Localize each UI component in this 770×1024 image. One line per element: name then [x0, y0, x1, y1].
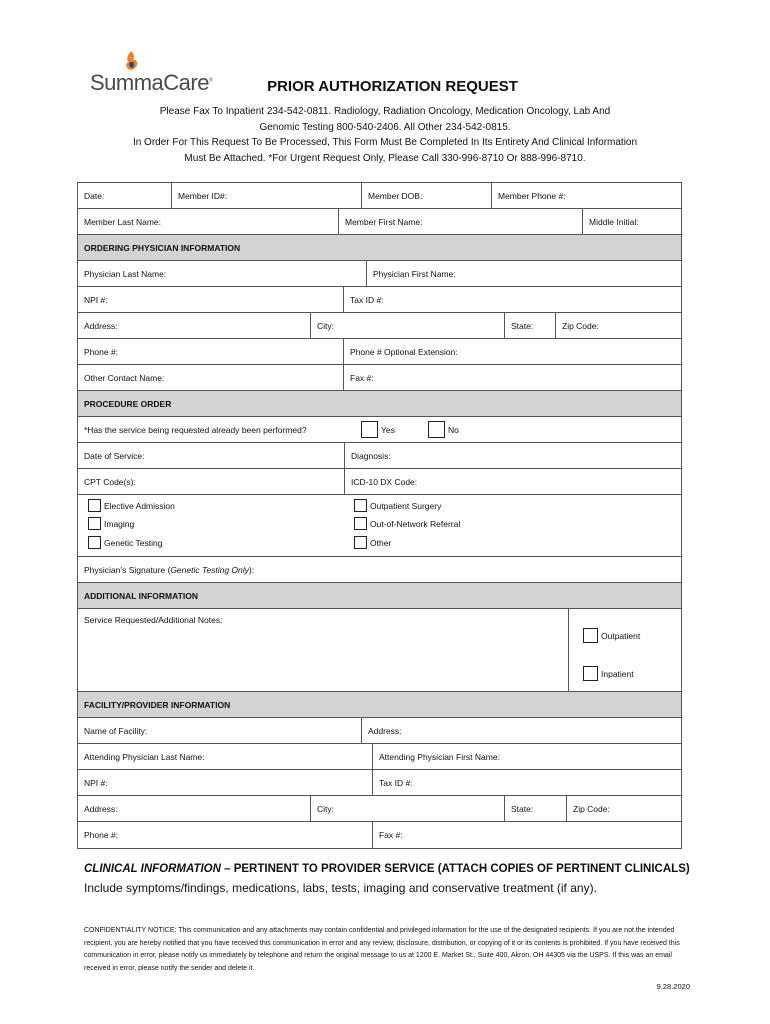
procedure-row-2 — [78, 469, 681, 495]
member-row-2 — [78, 209, 681, 235]
section-title: FACILITY/PROVIDER INFORMATION — [84, 699, 231, 710]
physician-signature-field[interactable] — [78, 557, 681, 582]
tax-id-field[interactable]: Tax ID #: — [343, 287, 681, 312]
outpatient-option[interactable] — [583, 628, 640, 643]
physician-first-name-field[interactable]: Physician First Name: — [366, 261, 681, 286]
elective-admission-checkbox[interactable] — [88, 499, 101, 512]
no-option[interactable] — [428, 421, 459, 438]
inpatient-label: Inpatient — [601, 668, 634, 679]
yes-checkbox[interactable] — [361, 421, 378, 438]
facility-npi-field[interactable]: NPI #: — [84, 777, 108, 788]
performed-question: *Has the service being requested already been performed? — [84, 424, 307, 435]
facility-row-5 — [78, 822, 681, 848]
fax-field[interactable]: Fax #: — [343, 365, 681, 390]
option-label: Elective Admission — [104, 500, 175, 511]
facility-tax-id-field[interactable]: Tax ID #: — [372, 770, 681, 795]
outpatient-surgery-checkbox[interactable] — [354, 499, 367, 512]
physician-last-name-field[interactable]: Physician Last Name: — [84, 268, 167, 279]
phone-field[interactable]: Phone #: — [84, 346, 119, 357]
performed-row — [78, 417, 681, 443]
section-title: ADDITIONAL INFORMATION — [84, 590, 198, 601]
other-contact-field[interactable]: Other Contact Name: — [84, 372, 165, 383]
elective-admission-option[interactable] — [88, 499, 175, 512]
option-label: Genetic Testing — [104, 537, 163, 548]
facility-street-address-field[interactable]: Address: — [84, 803, 118, 814]
facility-provider-header — [78, 692, 681, 718]
option-label: Outpatient Surgery — [370, 500, 442, 511]
facility-row-2 — [78, 744, 681, 770]
member-row-1 — [78, 183, 681, 209]
facility-name-field[interactable]: Name of Facility: — [84, 725, 148, 736]
phone-extension-field[interactable]: Phone # Optional Extension: — [343, 339, 681, 364]
ordering-row-1 — [78, 261, 681, 287]
clinical-heading-italic: CLINICAL INFORMATION — [84, 863, 221, 875]
outpatient-checkbox[interactable] — [583, 628, 598, 643]
cpt-code-field[interactable]: CPT Code(s): — [84, 476, 136, 487]
icd-10-field[interactable]: ICD-10 DX Code: — [344, 469, 681, 494]
signature-row — [78, 557, 681, 583]
outpatient-label: Outpatient — [601, 630, 641, 641]
other-checkbox[interactable] — [354, 536, 367, 549]
clinical-information-heading — [84, 863, 694, 875]
intro-line: Must Be Attached. *For Urgent Request Only, Please Call 330-996-8710 Or 888-996-8710. — [184, 152, 586, 164]
option-label: Imaging — [104, 518, 135, 529]
section-title: ORDERING PHYSICIAN INFORMATION — [84, 242, 241, 253]
facility-row-3 — [78, 770, 681, 796]
facility-address-field[interactable]: Address: — [361, 718, 681, 743]
imaging-option[interactable] — [88, 517, 134, 530]
imaging-checkbox[interactable] — [88, 517, 101, 530]
summacare-logo — [90, 50, 213, 98]
facility-phone-field[interactable]: Phone #: — [84, 830, 119, 840]
member-first-name-field[interactable]: Member First Name: — [338, 209, 582, 234]
city-field[interactable]: City: — [310, 313, 504, 338]
form-version: 9.28.2020 — [656, 982, 690, 991]
ordering-row-2 — [78, 287, 681, 313]
member-phone-field[interactable]: Member Phone #: — [491, 183, 681, 208]
no-checkbox[interactable] — [428, 421, 445, 438]
signature-label-end: ): — [248, 564, 255, 575]
npi-field[interactable]: NPI #: — [84, 294, 108, 305]
logo-text: SummaCare® — [90, 70, 213, 95]
attending-last-name-field[interactable]: Attending Physician Last Name: — [84, 751, 205, 762]
ordering-row-5 — [78, 365, 681, 391]
ordering-row-4 — [78, 339, 681, 365]
option-label: Out-of-Network Referral — [370, 518, 461, 529]
member-last-name-field[interactable]: Member Last Name: — [84, 216, 161, 227]
section-title: PROCEDURE ORDER — [84, 398, 172, 409]
facility-state-field[interactable]: State: — [504, 796, 566, 821]
ordering-row-3 — [78, 313, 681, 339]
signature-label: Physician’s Signature ( — [84, 564, 171, 575]
yes-option[interactable] — [361, 421, 395, 438]
member-id-field[interactable]: Member ID#: — [171, 183, 361, 208]
other-option[interactable] — [354, 536, 391, 549]
procedure-order-header — [78, 391, 681, 417]
out-of-network-option[interactable] — [354, 517, 460, 530]
inpatient-option[interactable] — [583, 666, 634, 681]
procedure-options-row — [78, 495, 681, 557]
zip-field[interactable]: Zip Code: — [555, 313, 681, 338]
option-label: Other — [370, 537, 392, 548]
date-field[interactable]: Date: — [84, 190, 105, 201]
additional-notes-field[interactable]: Service Requested/Additional Notes: — [84, 615, 223, 625]
facility-fax-field[interactable]: Fax #: — [372, 822, 681, 848]
date-of-service-field[interactable]: Date of Service: — [84, 450, 145, 461]
outpatient-surgery-option[interactable] — [354, 499, 441, 512]
address-field[interactable]: Address: — [84, 320, 118, 331]
intro-line: Genomic Testing 800-540-2406. All Other 234-542-0815. — [259, 121, 511, 133]
genetic-testing-checkbox[interactable] — [88, 536, 101, 549]
clinical-heading-rest: – PERTINENT TO PROVIDER SERVICE (ATTACH COPIES OF PERTINENT CLINICALS) — [220, 863, 690, 875]
yes-label: Yes — [381, 424, 395, 435]
ordering-physician-header — [78, 235, 681, 261]
facility-row-4 — [78, 796, 681, 822]
diagnosis-field[interactable]: Diagnosis: — [344, 443, 681, 468]
middle-initial-field[interactable]: Middle Initial: — [582, 209, 681, 234]
procedure-row-1 — [78, 443, 681, 469]
flame-icon — [120, 50, 142, 72]
clinical-instructions: Include symptoms/findings, medications, labs, tests, imaging and conservative treatment (if any). — [84, 881, 597, 895]
facility-zip-field[interactable]: Zip Code: — [566, 796, 681, 821]
intro-line: Please Fax To Inpatient 234-542-0811. Radiology, Radiation Oncology, Medication Oncology, Lab And — [159, 106, 611, 117]
member-dob-field[interactable]: Member DOB: — [361, 183, 491, 208]
out-of-network-checkbox[interactable] — [354, 517, 367, 530]
no-label: No — [448, 424, 459, 435]
page-title: PRIOR AUTHORIZATION REQUEST — [267, 78, 518, 95]
additional-info-header — [78, 583, 681, 609]
genetic-testing-option[interactable] — [88, 536, 162, 549]
signature-label-italic: Genetic Testing Only — [170, 564, 249, 575]
attending-first-name-field[interactable]: Attending Physician First Name: — [372, 744, 681, 769]
notes-row — [78, 609, 681, 692]
facility-row-1 — [78, 718, 681, 744]
facility-city-field[interactable]: City: — [310, 796, 504, 821]
intro-instructions — [90, 104, 680, 166]
inpatient-checkbox[interactable] — [583, 666, 598, 681]
confidentiality-notice: CONFIDENTIALITY NOTICE: This communication and any attachments may contain confidential and privileged information for the use of the designated recipients. If you are not the intended recipient, you are hereby notified that you have received this communication in error and any review, disclosure, distribution, or copying of it or its contents is prohibited. If you have received this communication in error, please notify us immediately by telephone and return the original message to us at 1200 E. Market St., Suite 400, Akron, OH 44305 via the USPS. If this was an email received in error, please notify the sender and delete it. — [84, 927, 680, 972]
state-field[interactable]: State: — [504, 313, 555, 338]
intro-line: In Order For This Request To Be Processed, This Form Must Be Completed In Its Entirety And Clinical Information — [132, 137, 638, 148]
authorization-form — [77, 182, 682, 849]
